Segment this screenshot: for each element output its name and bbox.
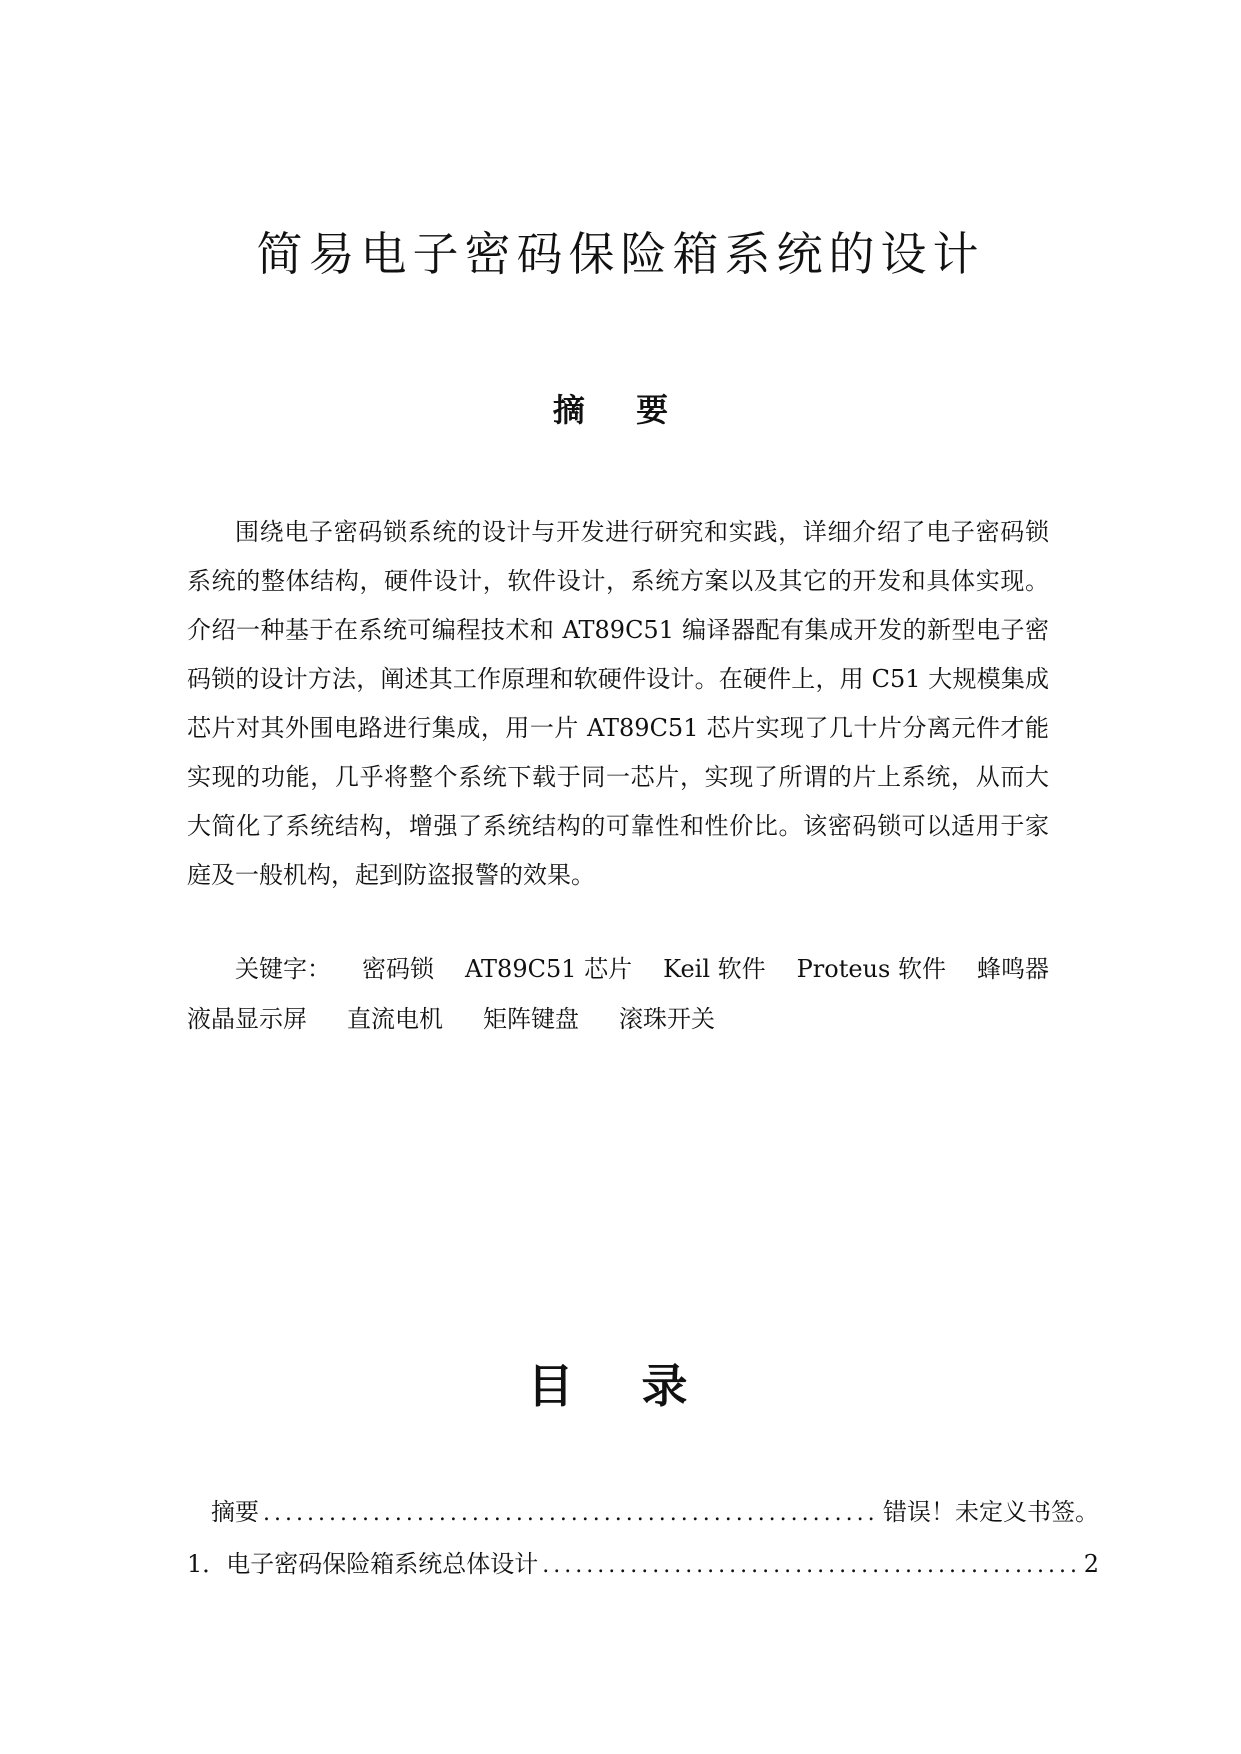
keyword-item: AT89C51 芯片 [465,955,633,983]
toc-entry-label: 摘要 [211,1498,259,1526]
keywords-line-1 [187,944,1049,994]
toc-entry-page: 2 [1083,1550,1099,1578]
abstract-paragraph: 围绕电子密码锁系统的设计与开发进行研究和实践，详细介绍了电子密码锁系统的整体结构，硬件设计，软件设计，系统方案以及其它的开发和具体实现。介绍一种基于在系统可编程技术和 AT89C51 编译器配有集成开发的新型电子密码锁的设计方法，阐述其工作原理和软硬件设计。在硬件上，用 C51 大规模集成芯片对其外围电路进行集成，用一片 AT89C51 芯片实现了几十片分离元件才能实现的功能，几乎将整个系统下载于同一芯片，实现了所谓的片上系统，从而大大简化了系统结构，增强了系统结构的可靠性和性价比。该密码锁可以适用于家庭及一般机构，起到防盗报警的效果。 [187,518,1049,889]
document-title: 简易电子密码保险箱系统的设计 [256,227,985,281]
keyword-item: 密码锁 [362,955,435,983]
keyword-item: Keil 软件 [663,955,766,983]
keywords-line-2 [187,994,1049,1044]
keyword-item: Proteus 软件 [796,955,946,983]
table-of-contents [187,1492,1099,1596]
toc-entry[interactable] [187,1544,1099,1596]
toc-entry[interactable] [187,1492,1099,1544]
abstract-heading: 摘 要 [552,391,689,429]
keyword-item: 滚珠开关 [619,1005,715,1033]
keywords-block [187,944,1049,1044]
keyword-item: 直流电机 [347,1005,443,1033]
toc-entry-page: 错误！未定义书签。 [883,1498,1099,1526]
keyword-item: 液晶显示屏 [187,1005,307,1033]
keyword-item: 矩阵键盘 [483,1005,579,1033]
keyword-item: 蜂鸣器 [976,955,1049,983]
toc-entry-label: 1．电子密码保险箱系统总体设计 [187,1550,539,1578]
keywords-label: 关键字： [235,955,331,983]
toc-heading: 目 录 [527,1359,714,1413]
toc-leader-dots [263,1501,879,1526]
toc-leader-dots [542,1553,1079,1578]
